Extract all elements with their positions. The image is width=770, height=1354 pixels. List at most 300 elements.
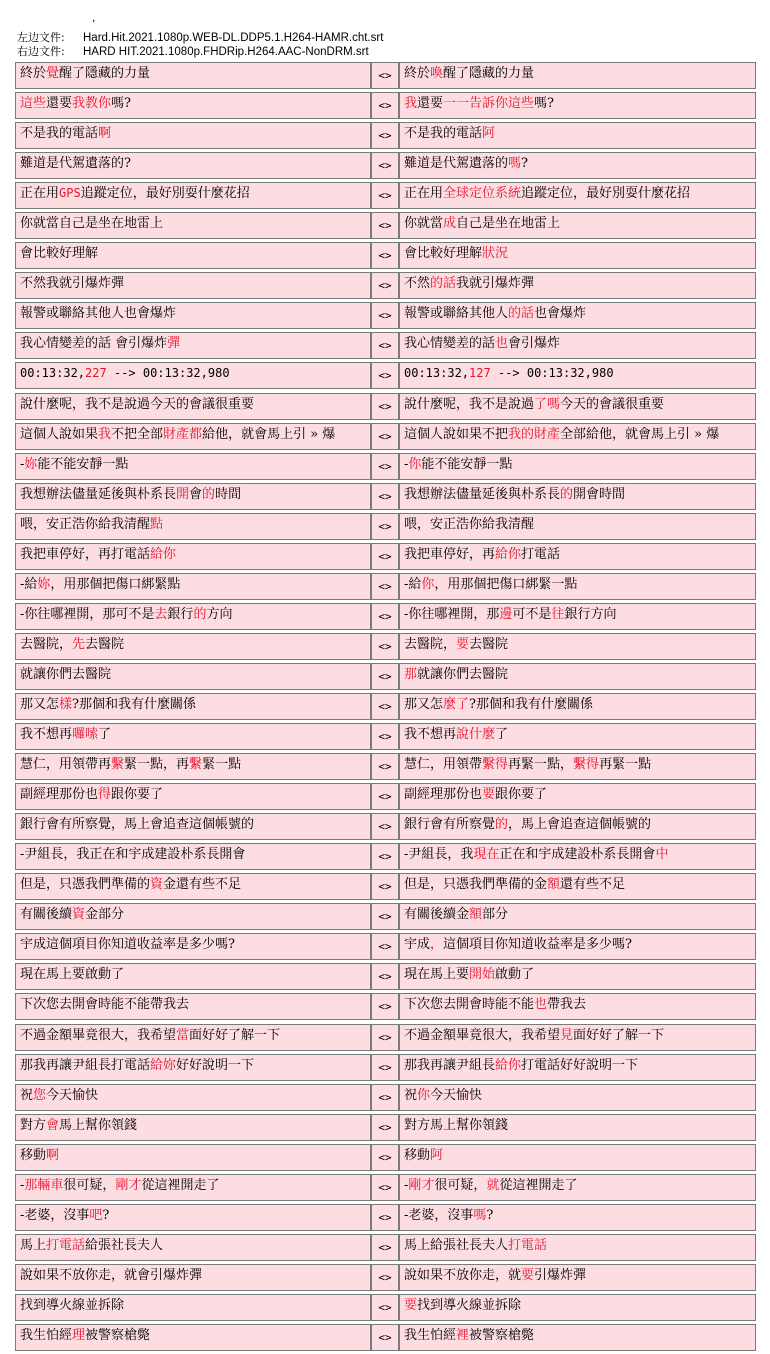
subtitle-text: 現在馬上要 — [404, 967, 470, 983]
diff-highlight-text: 這些 — [20, 96, 47, 112]
diff-row — [15, 182, 756, 209]
subtitle-text: 追蹤定位，最好別耍什麼花招 — [80, 186, 250, 202]
diff-highlight-text: 額 — [547, 877, 561, 893]
subtitle-text: 我把車停好，再 — [404, 546, 496, 562]
subtitle-text: - — [404, 456, 409, 472]
diff-highlight-text: 嗎 — [508, 156, 522, 172]
left-subtitle-cell — [15, 573, 371, 600]
diff-row — [15, 1024, 756, 1051]
diff-highlight-text: 先 — [72, 636, 86, 652]
left-subtitle-cell — [15, 603, 371, 630]
diff-row — [15, 483, 756, 510]
subtitle-text: 馬上給張社長夫人 — [404, 1237, 509, 1253]
diff-highlight-text: 給你 — [495, 546, 522, 562]
subtitle-text: 有關後續 — [20, 907, 73, 923]
diff-highlight-text: 227 — [85, 366, 107, 381]
left-subtitle-cell — [15, 362, 371, 389]
separator-cell: <> — [371, 1264, 399, 1291]
subtitle-text: - — [20, 456, 25, 472]
diff-highlight-text: 給妳 — [150, 1057, 177, 1073]
subtitle-text: 你就當自己是坐在地雷上 — [20, 216, 164, 232]
diff-highlight-text: 繫得 — [573, 757, 600, 773]
diff-highlight-text: 理 — [72, 1327, 86, 1343]
diff-highlight-text: GPS — [59, 186, 81, 201]
subtitle-text: 今天愉快 — [430, 1087, 483, 1103]
subtitle-text: 找到導火線並拆除 — [20, 1297, 125, 1313]
diff-highlight-text: 妳 — [37, 576, 51, 592]
subtitle-text: 我把車停好，再打電話 — [20, 546, 151, 562]
separator-cell: <> — [371, 933, 399, 960]
separator-cell: <> — [371, 483, 399, 510]
subtitle-text: - — [404, 1177, 409, 1193]
diff-row — [15, 1324, 756, 1351]
separator-cell: <> — [371, 1294, 399, 1321]
subtitle-text: 不過金額畢竟很大，我希望 — [404, 1027, 561, 1043]
subtitle-text: 喂，安正浩你給我清醒 — [20, 516, 151, 532]
diff-row — [15, 1144, 756, 1171]
diff-highlight-text: 的話 — [430, 276, 457, 292]
left-subtitle-cell — [15, 242, 371, 269]
subtitle-text: 難道是代駕遺落的 — [404, 156, 509, 172]
subtitle-text: ? — [102, 1207, 110, 1223]
diff-row — [15, 753, 756, 780]
subtitle-text: 移動 — [404, 1147, 431, 1163]
subtitle-text: 報警或聯絡其他人也會爆炸 — [20, 306, 177, 322]
separator-cell: <> — [371, 603, 399, 630]
diff-highlight-text: 全球定位系統 — [443, 186, 522, 202]
subtitle-text: 再緊一點 — [599, 757, 652, 773]
subtitle-text: 就讓你們去醫院 — [20, 666, 112, 682]
subtitle-text: 那我再讓尹組長打電話 — [20, 1057, 151, 1073]
diff-highlight-text: 剛才 — [115, 1177, 142, 1193]
subtitle-text: 緊一點，再 — [124, 757, 190, 773]
diff-highlight-text: 繫得 — [482, 757, 509, 773]
diff-highlight-text: 阿 — [430, 1147, 444, 1163]
right-subtitle-cell — [399, 663, 756, 690]
subtitle-text: 正在用 — [404, 186, 444, 202]
left-file-header — [17, 31, 383, 45]
subtitle-text: 馬上幫你領錢 — [59, 1117, 138, 1133]
subtitle-text: 我想辦法儘量延後與朴系長 — [20, 486, 177, 502]
right-subtitle-cell — [399, 453, 756, 480]
diff-row — [15, 813, 756, 840]
separator-cell: <> — [371, 1234, 399, 1261]
left-subtitle-cell — [15, 1024, 371, 1051]
diff-highlight-text: 吧 — [89, 1207, 103, 1223]
left-subtitle-cell — [15, 302, 371, 329]
subtitle-text: 了 — [98, 727, 112, 743]
diff-highlight-text: 點 — [150, 516, 164, 532]
diff-highlight-text: 了嗎 — [534, 396, 561, 412]
subtitle-text: 副經理那份也 — [20, 787, 99, 803]
left-subtitle-cell — [15, 813, 371, 840]
separator-cell: <> — [371, 122, 399, 149]
diff-row — [15, 663, 756, 690]
left-subtitle-cell — [15, 1084, 371, 1111]
separator-cell: <> — [371, 813, 399, 840]
separator-cell: <> — [371, 242, 399, 269]
separator-cell: <> — [371, 1144, 399, 1171]
diff-highlight-text: 那輛車 — [24, 1177, 64, 1193]
diff-row — [15, 1204, 756, 1231]
diff-row — [15, 212, 756, 239]
subtitle-text: 醒了隱藏的力量 — [59, 66, 151, 81]
separator-cell: <> — [371, 1054, 399, 1081]
diff-row — [15, 242, 756, 269]
separator-cell: <> — [371, 573, 399, 600]
subtitle-text: 很可疑， — [434, 1177, 487, 1193]
subtitle-text: 給張社長夫人 — [85, 1237, 164, 1253]
diff-row — [15, 693, 756, 720]
diff-highlight-text: 也 — [495, 336, 509, 352]
left-subtitle-cell — [15, 1234, 371, 1261]
diff-row — [15, 332, 756, 359]
left-subtitle-cell — [15, 903, 371, 930]
right-subtitle-cell — [399, 92, 756, 119]
subtitle-text: 金還有些不足 — [163, 877, 242, 893]
diff-highlight-text: 說什麼 — [456, 727, 496, 743]
diff-highlight-text: 你 — [421, 576, 435, 592]
separator-cell: <> — [371, 783, 399, 810]
subtitle-text: 我心情變差的話 — [404, 336, 496, 352]
subtitle-text: 嗎? — [111, 96, 132, 112]
separator-cell: <> — [371, 393, 399, 420]
left-subtitle-cell — [15, 993, 371, 1020]
subtitle-text: 宇成這個項目你知道收益率是多少嗎? — [20, 937, 235, 953]
subtitle-text: 對方馬上幫你領錢 — [404, 1117, 509, 1133]
subtitle-text: -老婆，沒事 — [20, 1207, 90, 1223]
left-subtitle-cell — [15, 693, 371, 720]
separator-cell: <> — [371, 633, 399, 660]
right-subtitle-cell — [399, 933, 756, 960]
subtitle-text: 祝 — [404, 1087, 418, 1103]
left-file-label: 左边文件: — [17, 31, 65, 44]
subtitle-text: 部分 — [482, 907, 509, 923]
subtitle-text: 副經理那份也 — [404, 787, 483, 803]
diff-highlight-text: 阿 — [482, 126, 496, 142]
right-subtitle-cell — [399, 423, 756, 450]
subtitle-text: -尹組長，我正在和宇成建設朴系長開會 — [20, 847, 246, 863]
diff-row — [15, 1054, 756, 1081]
diff-highlight-text: 覺 — [46, 66, 60, 81]
right-subtitle-cell — [399, 1114, 756, 1141]
separator-cell: <> — [371, 423, 399, 450]
right-subtitle-cell — [399, 903, 756, 930]
right-subtitle-cell — [399, 753, 756, 780]
subtitle-text: 說什麼呢，我不是說過今天的會議很重要 — [20, 396, 255, 412]
separator-cell: <> — [371, 843, 399, 870]
diff-highlight-text: 見 — [560, 1027, 574, 1043]
left-subtitle-cell — [15, 453, 371, 480]
separator-cell: <> — [371, 1174, 399, 1201]
subtitle-text: - — [20, 1177, 25, 1193]
subtitle-text: 就讓你們去醫院 — [417, 666, 509, 682]
subtitle-text: 祝 — [20, 1087, 34, 1103]
diff-highlight-text: 你 — [417, 1087, 431, 1103]
diff-highlight-text: 狀況 — [482, 246, 509, 262]
separator-cell: <> — [371, 753, 399, 780]
subtitle-text: 我心情變差的話 會引爆炸 — [20, 336, 168, 352]
left-subtitle-cell — [15, 663, 371, 690]
separator-cell: <> — [371, 993, 399, 1020]
separator-cell: <> — [371, 663, 399, 690]
right-subtitle-cell — [399, 813, 756, 840]
subtitle-text: 被警察槍斃 — [469, 1327, 535, 1343]
subtitle-text: 我不想再 — [404, 727, 457, 743]
diff-highlight-text: 裡 — [456, 1327, 470, 1343]
subtitle-text: 今天的會議很重要 — [560, 396, 665, 412]
subtitle-text: 能不能安靜一點 — [37, 456, 129, 472]
right-file-label: 右边文件: — [17, 45, 65, 58]
subtitle-text: 那又怎 — [20, 696, 60, 712]
separator-cell: <> — [371, 903, 399, 930]
left-subtitle-cell — [15, 1204, 371, 1231]
diff-row — [15, 302, 756, 329]
subtitle-text: -尹組長，我 — [404, 847, 474, 863]
diff-highlight-text: 當 — [176, 1027, 190, 1043]
diff-highlight-text: 我 — [98, 426, 112, 442]
subtitle-text: 不把全部 — [111, 426, 164, 442]
subtitle-text: 跟你要了 — [111, 787, 164, 803]
stray-comma: , — [92, 10, 96, 24]
diff-highlight-text: 樣 — [59, 696, 73, 712]
right-subtitle-cell — [399, 1294, 756, 1321]
separator-cell: <> — [371, 92, 399, 119]
separator-cell: <> — [371, 332, 399, 359]
diff-row — [15, 933, 756, 960]
subtitle-text: 不是我的電話 — [404, 126, 483, 142]
left-subtitle-cell — [15, 122, 371, 149]
diff-row — [15, 152, 756, 179]
diff-row — [15, 873, 756, 900]
subtitle-text: 金部分 — [85, 907, 125, 923]
subtitle-text: 說什麼呢，我不是說過 — [404, 396, 535, 412]
subtitle-text: 下次您去開會時能不能 — [404, 997, 535, 1013]
subtitle-text: 正在用 — [20, 186, 60, 202]
diff-highlight-text: 的 — [560, 486, 574, 502]
diff-highlight-text: 你 — [408, 456, 422, 472]
subtitle-text: 下次您去開會時能不能帶我去 — [20, 997, 190, 1013]
diff-highlight-text: 打電話 — [508, 1237, 548, 1253]
subtitle-text: 面好好了解一下 — [573, 1027, 665, 1043]
separator-cell: <> — [371, 963, 399, 990]
subtitle-text: 對方 — [20, 1117, 47, 1133]
subtitle-text: 啟動了 — [495, 967, 535, 983]
diff-row — [15, 903, 756, 930]
left-subtitle-cell — [15, 1054, 371, 1081]
subtitle-text: -老婆，沒事 — [404, 1207, 474, 1223]
subtitle-text: 也會爆炸 — [534, 306, 587, 322]
subtitle-text: -給 — [20, 576, 38, 592]
right-subtitle-cell — [399, 212, 756, 239]
right-subtitle-cell — [399, 993, 756, 1020]
diff-highlight-text: 那 — [404, 666, 418, 682]
subtitle-text: 還要 — [46, 96, 73, 112]
subtitle-text: 打電話好好說明一下 — [521, 1057, 639, 1073]
right-subtitle-cell — [399, 1264, 756, 1291]
subtitle-text: 這個人說如果不把 — [404, 426, 509, 442]
subtitle-text: -你往哪裡開，那可不是 — [20, 606, 155, 622]
separator-cell: <> — [371, 212, 399, 239]
diff-table — [15, 62, 756, 1354]
subtitle-text: 報警或聯絡其他人 — [404, 306, 509, 322]
right-subtitle-cell — [399, 693, 756, 720]
subtitle-text: 去醫院 — [85, 636, 125, 652]
right-subtitle-cell — [399, 302, 756, 329]
diff-highlight-text: 資 — [72, 907, 86, 923]
diff-row — [15, 1174, 756, 1201]
diff-highlight-text: 繫 — [189, 757, 203, 773]
subtitle-text: 時間 — [215, 486, 242, 502]
subtitle-text: 給他，就會馬上引 » 爆 — [202, 426, 336, 442]
subtitle-text: -給 — [404, 576, 422, 592]
subtitle-text: 很可疑， — [63, 1177, 116, 1193]
subtitle-text: 追蹤定位，最好別耍什麼花招 — [521, 186, 691, 202]
diff-row — [15, 1264, 756, 1291]
diff-row — [15, 453, 756, 480]
subtitle-text: 00:13:32, — [20, 366, 86, 381]
diff-highlight-text: 喚 — [430, 66, 444, 81]
right-subtitle-cell — [399, 152, 756, 179]
separator-cell: <> — [371, 1114, 399, 1141]
subtitle-text: 現在馬上要啟動了 — [20, 967, 125, 983]
diff-highlight-text: 您 — [33, 1087, 47, 1103]
diff-row — [15, 92, 756, 119]
left-subtitle-cell — [15, 1324, 371, 1351]
diff-highlight-text: 去 — [154, 606, 168, 622]
subtitle-text: 慧仁，用領帶 — [404, 757, 483, 773]
subtitle-text: 宇成 — [404, 937, 431, 953]
separator-cell: <> — [371, 272, 399, 299]
diff-row — [15, 723, 756, 750]
subtitle-text: 我生怕經 — [20, 1327, 73, 1343]
diff-highlight-text: 額 — [469, 907, 483, 923]
subtitle-text: 自己是坐在地雷上 — [456, 216, 561, 232]
diff-highlight-text: 我教你 — [72, 96, 112, 112]
separator-cell: <> — [371, 182, 399, 209]
diff-row — [15, 843, 756, 870]
diff-highlight-text: 啊 — [46, 1147, 60, 1163]
subtitle-text: 找到導火線並拆除 — [417, 1297, 522, 1313]
left-subtitle-cell — [15, 933, 371, 960]
subtitle-text: 會 — [189, 486, 203, 502]
right-subtitle-cell — [399, 1084, 756, 1111]
subtitle-text: 去醫院， — [404, 636, 457, 652]
subtitle-text: ，用那個把傷口綁緊一點 — [434, 576, 578, 592]
subtitle-text: 這個人說如果 — [20, 426, 99, 442]
right-subtitle-cell — [399, 1324, 756, 1351]
subtitle-text: 我想辦法儘量延後與朴系長 — [404, 486, 561, 502]
diff-highlight-text: 要 — [521, 1267, 535, 1283]
diff-highlight-text: 給你 — [495, 1057, 522, 1073]
subtitle-text: 那我再讓尹組長 — [404, 1057, 496, 1073]
subtitle-text: --> 00:13:32,980 — [106, 366, 230, 381]
left-subtitle-cell — [15, 843, 371, 870]
diff-highlight-text: 得 — [98, 787, 112, 803]
diff-highlight-text: 要 — [456, 636, 470, 652]
left-subtitle-cell — [15, 723, 371, 750]
subtitle-text: 這個項目你知道收益率是多少嗎? — [443, 937, 633, 953]
right-subtitle-cell — [399, 272, 756, 299]
diff-row — [15, 1084, 756, 1111]
diff-highlight-text: 往 — [551, 606, 565, 622]
left-subtitle-cell — [15, 483, 371, 510]
diff-highlight-text: 妳 — [24, 456, 38, 472]
separator-cell: <> — [371, 543, 399, 570]
left-subtitle-cell — [15, 963, 371, 990]
subtitle-text: 緊一點 — [202, 757, 242, 773]
right-subtitle-cell — [399, 843, 756, 870]
subtitle-text: 喂，安正浩你給我清醒 — [404, 516, 535, 532]
diff-highlight-text: 127 — [469, 366, 491, 381]
separator-cell: <> — [371, 62, 399, 89]
diff-highlight-text: 開始 — [469, 967, 496, 983]
subtitle-text: 打電話 — [521, 546, 561, 562]
diff-row — [15, 513, 756, 540]
diff-highlight-text: 也 — [534, 997, 548, 1013]
subtitle-text: 帶我去 — [547, 997, 587, 1013]
subtitle-text: 銀行會有所察覺，馬上會追查這個帳號的 — [20, 817, 255, 833]
right-subtitle-cell — [399, 1174, 756, 1201]
left-subtitle-cell — [15, 212, 371, 239]
diff-highlight-text: 現在 — [473, 847, 500, 863]
subtitle-text: 跟你要了 — [495, 787, 548, 803]
diff-highlight-text: 一一告訴你這些 — [443, 96, 535, 112]
left-subtitle-cell — [15, 873, 371, 900]
subtitle-text: 會引爆炸 — [508, 336, 561, 352]
right-subtitle-cell — [399, 362, 756, 389]
subtitle-text: ? — [521, 156, 529, 172]
separator-cell: <> — [371, 1084, 399, 1111]
subtitle-text: 不過金額畢竟很大，我希望 — [20, 1027, 177, 1043]
right-subtitle-cell — [399, 783, 756, 810]
diff-row — [15, 423, 756, 450]
diff-highlight-text: 囉嗦 — [72, 727, 99, 743]
subtitle-text: 正在和宇成建設朴系長開會 — [499, 847, 656, 863]
subtitle-text: 馬上 — [20, 1237, 47, 1253]
subtitle-text: 引爆炸彈 — [534, 1267, 587, 1283]
subtitle-text: 終於 — [404, 66, 431, 81]
subtitle-text: 那又怎 — [404, 696, 444, 712]
separator-cell: <> — [371, 453, 399, 480]
diff-highlight-text: 要 — [482, 787, 496, 803]
separator-cell: <> — [371, 1024, 399, 1051]
diff-highlight-text: 會 — [46, 1117, 60, 1133]
diff-highlight-text: 繫 — [111, 757, 125, 773]
diff-highlight-text: 邊 — [499, 606, 513, 622]
subtitle-text: 方向 — [206, 606, 233, 622]
subtitle-text: 會比較好理解 — [20, 246, 99, 262]
left-subtitle-cell — [15, 513, 371, 540]
separator-cell: <> — [371, 362, 399, 389]
subtitle-text: 說如果不放你走，就會引爆炸彈 — [20, 1267, 203, 1283]
subtitle-text: 能不能安靜一點 — [421, 456, 513, 472]
separator-cell: <> — [371, 1324, 399, 1351]
diff-row — [15, 62, 756, 89]
separator-cell: <> — [371, 1204, 399, 1231]
diff-highlight-text: 剛才 — [408, 1177, 435, 1193]
subtitle-text: 今天愉快 — [46, 1087, 99, 1103]
left-subtitle-cell — [15, 393, 371, 420]
diff-highlight-text: 財產都 — [163, 426, 203, 442]
diff-highlight-text: 我 — [404, 96, 418, 112]
diff-row — [15, 393, 756, 420]
subtitle-text: 了 — [495, 727, 509, 743]
subtitle-text: 不然 — [404, 276, 431, 292]
right-subtitle-cell — [399, 393, 756, 420]
left-subtitle-cell — [15, 152, 371, 179]
diff-row — [15, 1114, 756, 1141]
